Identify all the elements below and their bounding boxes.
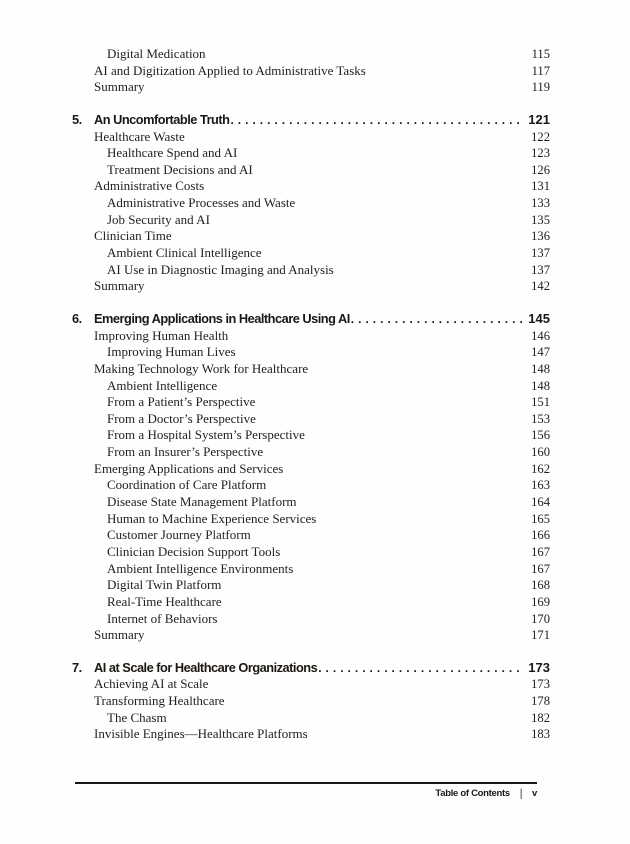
entry-page-number: 119 — [531, 80, 550, 95]
toc-entry-row — [72, 726, 550, 743]
entry-title: The Chasm — [107, 709, 167, 725]
entry-title: Real-Time Healthcare — [107, 593, 222, 609]
toc-entry-row — [72, 461, 550, 478]
footer-running-title: Table of Contents — [435, 788, 510, 799]
chapter-title: Emerging Applications in Healthcare Using AI — [94, 310, 350, 326]
entry-title: Clinician Time — [94, 228, 172, 244]
page-footer — [75, 782, 537, 799]
chapter-title: An Uncomfortable Truth — [94, 111, 230, 127]
entry-page-number: 178 — [531, 694, 550, 709]
dot-leader — [230, 112, 523, 129]
toc-entry-row — [72, 544, 550, 561]
entry-page-number: 165 — [531, 511, 550, 526]
entry-page-number: 162 — [531, 461, 550, 476]
entry-page-number: 170 — [531, 611, 550, 626]
footer-separator: | — [519, 787, 523, 800]
entry-title: Healthcare Spend and AI — [107, 145, 238, 161]
entry-page-number: 183 — [531, 727, 550, 742]
entry-page-number: 115 — [531, 47, 550, 61]
dot-leader — [318, 660, 523, 677]
entry-page-number: 136 — [531, 229, 550, 244]
entry-title: Digital Medication — [107, 46, 206, 61]
entry-title: Making Technology Work for Healthcare — [94, 360, 309, 376]
entry-page-number: 151 — [531, 395, 550, 410]
entry-page-number: 171 — [531, 628, 550, 643]
toc-entry-row — [72, 228, 550, 245]
entry-page-number: 173 — [531, 677, 550, 692]
entry-page-number: 168 — [531, 578, 550, 593]
entry-title: Transforming Healthcare — [94, 693, 225, 709]
entry-title: Achieving AI at Scale — [94, 676, 209, 692]
entry-page-number: 164 — [531, 495, 550, 510]
chapter-title: AI at Scale for Healthcare Organizations — [94, 659, 318, 675]
toc-entry-row — [72, 344, 550, 361]
entry-title: Invisible Engines—Healthcare Platforms — [94, 726, 308, 742]
entry-title: Coordination of Care Platform — [107, 477, 267, 493]
entry-page-number: 166 — [531, 528, 550, 543]
entry-page-number: 163 — [531, 478, 550, 493]
toc-entry-row — [72, 494, 550, 511]
entry-page-number: 148 — [531, 378, 550, 393]
toc-entry-row — [72, 63, 550, 80]
toc-entry-row — [72, 178, 550, 195]
entry-title: Summary — [94, 278, 145, 294]
entry-page-number: 133 — [531, 196, 550, 211]
entry-title: Digital Twin Platform — [107, 577, 222, 593]
entry-title: Administrative Costs — [94, 178, 205, 194]
entry-title: Treatment Decisions and AI — [107, 161, 253, 177]
toc-entry-row — [72, 676, 550, 693]
entry-title: Disease State Management Platform — [107, 494, 297, 510]
chapter-number: 7. — [72, 659, 82, 675]
entry-title: From an Insurer’s Perspective — [107, 444, 264, 460]
entry-page-number: 117 — [531, 63, 550, 78]
chapter-page-number: 173 — [528, 659, 550, 675]
toc-entry-row — [72, 245, 550, 262]
toc-entry-row — [72, 561, 550, 578]
toc-entry-row — [72, 328, 550, 345]
entry-title: Clinician Decision Support Tools — [107, 543, 281, 559]
entry-page-number: 131 — [531, 179, 550, 194]
entry-title: AI and Digitization Applied to Administrative Tasks — [94, 62, 366, 78]
footer-page-number: v — [532, 788, 537, 799]
entry-title: Ambient Clinical Intelligence — [107, 245, 262, 261]
entry-page-number: 167 — [531, 544, 550, 559]
entry-title: Improving Human Lives — [107, 344, 236, 360]
entry-page-number: 169 — [531, 594, 550, 609]
entry-title: AI Use in Diagnostic Imaging and Analysis — [107, 261, 334, 277]
entry-title: Ambient Intelligence — [107, 377, 218, 393]
entry-title: Customer Journey Platform — [107, 527, 251, 543]
entry-title: From a Patient’s Perspective — [107, 394, 256, 410]
chapter-heading-row — [72, 112, 550, 129]
entry-title: Internet of Behaviors — [107, 610, 218, 626]
entry-title: Administrative Processes and Waste — [107, 195, 296, 211]
toc-content — [72, 46, 550, 743]
entry-title: Job Security and AI — [107, 211, 210, 227]
toc-entry-row — [72, 212, 550, 229]
toc-entry-row — [72, 361, 550, 378]
chapter-heading-row — [72, 311, 550, 328]
chapter-number: 5. — [72, 111, 82, 127]
entry-page-number: 126 — [531, 162, 550, 177]
chapter-page-number: 121 — [528, 111, 550, 127]
entry-page-number: 137 — [531, 246, 550, 261]
toc-entry-row — [72, 278, 550, 295]
toc-entry-row — [72, 594, 550, 611]
toc-entry-row — [72, 511, 550, 528]
entry-page-number: 142 — [531, 279, 550, 294]
entry-page-number: 146 — [531, 328, 550, 343]
entry-page-number: 148 — [531, 361, 550, 376]
entry-title: Healthcare Waste — [94, 128, 185, 144]
toc-entry-row — [72, 378, 550, 395]
entry-page-number: 147 — [531, 345, 550, 360]
toc-entry-row — [72, 611, 550, 628]
entry-title: From a Doctor’s Perspective — [107, 410, 256, 426]
toc-entry-row — [72, 129, 550, 146]
toc-entry-row — [72, 394, 550, 411]
toc-entry-row — [72, 411, 550, 428]
toc-entry-row — [72, 527, 550, 544]
toc-entry-row — [72, 145, 550, 162]
entry-page-number: 123 — [531, 146, 550, 161]
toc-entry-row — [72, 195, 550, 212]
entry-title: Ambient Intelligence Environments — [107, 560, 294, 576]
entry-title: Emerging Applications and Services — [94, 460, 284, 476]
toc-entry-row — [72, 627, 550, 644]
entry-page-number: 137 — [531, 262, 550, 277]
toc-entry-row — [72, 444, 550, 461]
entry-page-number: 182 — [531, 710, 550, 725]
entry-title: Summary — [94, 627, 145, 643]
toc-entry-row — [72, 162, 550, 179]
entry-page-number: 153 — [531, 411, 550, 426]
entry-page-number: 135 — [531, 212, 550, 227]
toc-entry-row — [72, 577, 550, 594]
toc-entry-row — [72, 710, 550, 727]
entry-page-number: 167 — [531, 561, 550, 576]
entry-title: Human to Machine Experience Services — [107, 510, 317, 526]
toc-entry-row — [72, 46, 550, 63]
chapter-heading-row — [72, 660, 550, 677]
toc-entry-row — [72, 79, 550, 96]
entry-title: Improving Human Health — [94, 327, 229, 343]
toc-entry-row — [72, 477, 550, 494]
chapter-number: 6. — [72, 310, 82, 326]
toc-entry-row — [72, 693, 550, 710]
toc-entry-row — [72, 262, 550, 279]
dot-leader — [351, 311, 524, 328]
toc-entry-row — [72, 427, 550, 444]
chapter-page-number: 145 — [528, 310, 550, 326]
entry-title: Summary — [94, 79, 145, 95]
entry-title: From a Hospital System’s Perspective — [107, 427, 305, 443]
entry-page-number: 122 — [531, 129, 550, 144]
entry-page-number: 160 — [531, 445, 550, 460]
entry-page-number: 156 — [531, 428, 550, 443]
